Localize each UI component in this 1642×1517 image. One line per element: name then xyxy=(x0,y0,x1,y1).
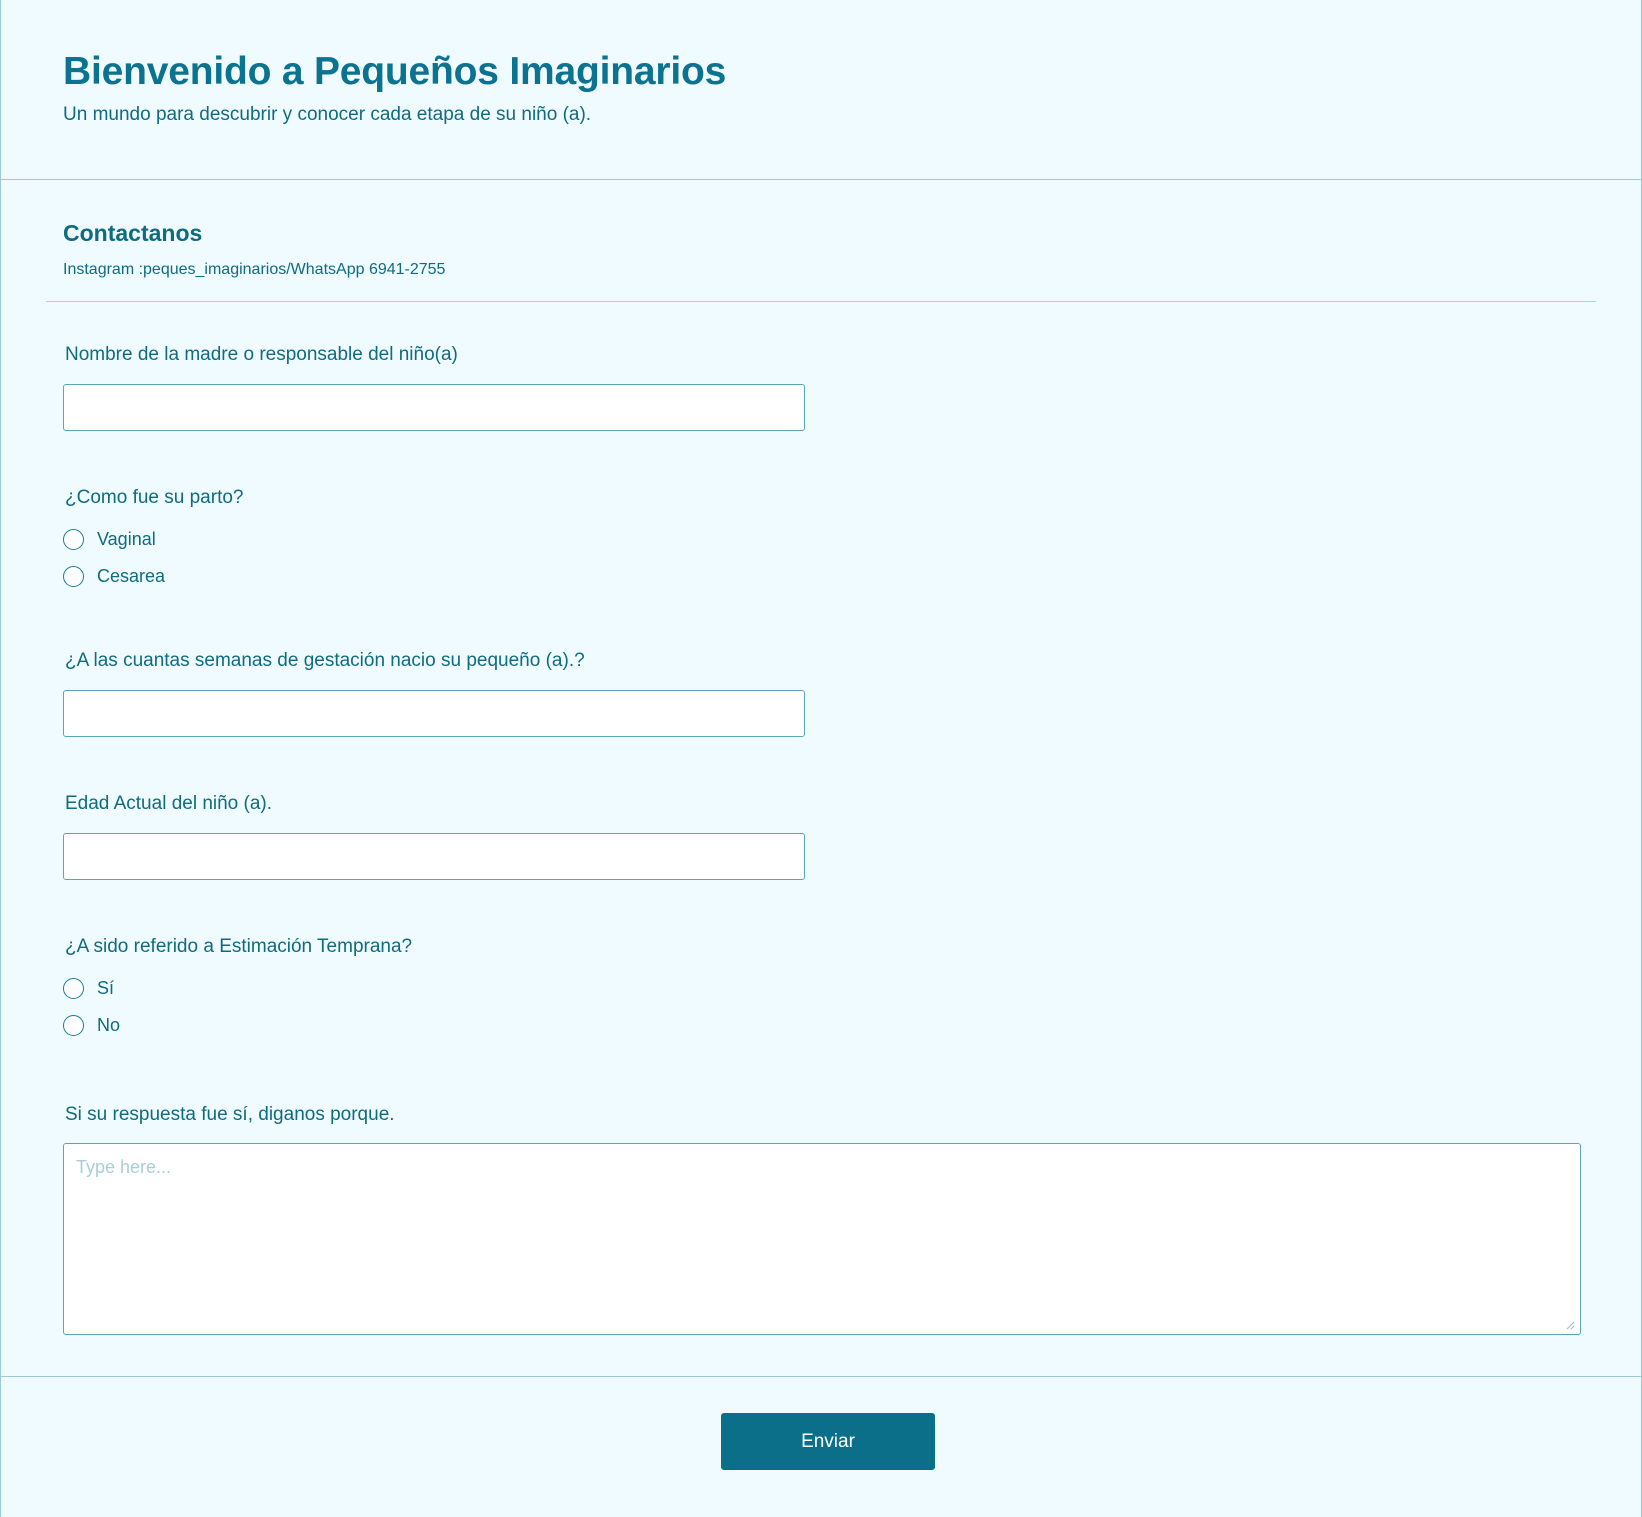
form-footer xyxy=(1,1376,1641,1517)
radio-si[interactable] xyxy=(63,978,84,999)
referred-option-no[interactable] xyxy=(63,1007,1579,1044)
child-age-field xyxy=(63,737,1579,880)
page-subtitle: Un mundo para descubrir y conocer cada etapa de su niño (a). xyxy=(63,104,592,125)
radio-cesarea[interactable] xyxy=(63,566,84,587)
page-title: Bienvenido a Pequeños Imaginarios xyxy=(63,50,727,93)
contact-info: Instagram :peques_imaginarios/WhatsApp 6941-2755 xyxy=(63,261,446,278)
gestation-weeks-input[interactable] xyxy=(63,690,805,737)
gestation-weeks-label: ¿A las cuantas semanas de gestación nacio su pequeño (a).? xyxy=(65,650,585,671)
gestation-weeks-field xyxy=(63,595,1579,737)
reason-field xyxy=(63,1044,1579,1335)
resize-grip-icon[interactable] xyxy=(1565,1320,1575,1330)
radio-no[interactable] xyxy=(63,1015,84,1036)
referred-label: ¿A sido referido a Estimación Temprana? xyxy=(65,936,413,957)
referred-field xyxy=(63,880,1579,1044)
mother-name-label: Nombre de la madre o responsable del niño(a) xyxy=(65,344,458,365)
submit-button[interactable]: Enviar xyxy=(721,1413,935,1470)
form-body xyxy=(1,302,1641,1335)
referred-option-si[interactable] xyxy=(63,970,1579,1007)
reason-label: Si su respuesta fue sí, diganos porque. xyxy=(65,1104,395,1125)
child-age-label: Edad Actual del niño (a). xyxy=(65,793,273,814)
mother-name-field xyxy=(63,302,1579,431)
form-header xyxy=(1,0,1641,180)
birth-type-field xyxy=(63,431,1579,595)
radio-vaginal-label: Vaginal xyxy=(97,529,156,549)
mother-name-input[interactable] xyxy=(63,384,805,431)
contact-section xyxy=(46,180,1596,302)
birth-option-vaginal[interactable] xyxy=(63,521,1579,558)
radio-cesarea-label: Cesarea xyxy=(97,566,166,586)
radio-no-label: No xyxy=(97,1015,121,1035)
birth-type-label: ¿Como fue su parto? xyxy=(65,487,244,508)
birth-option-cesarea[interactable] xyxy=(63,558,1579,595)
radio-vaginal[interactable] xyxy=(63,529,84,550)
child-age-input[interactable] xyxy=(63,833,805,880)
reason-textarea[interactable] xyxy=(63,1143,1581,1335)
contact-heading: Contactanos xyxy=(63,220,203,246)
radio-si-label: Sí xyxy=(97,978,115,998)
